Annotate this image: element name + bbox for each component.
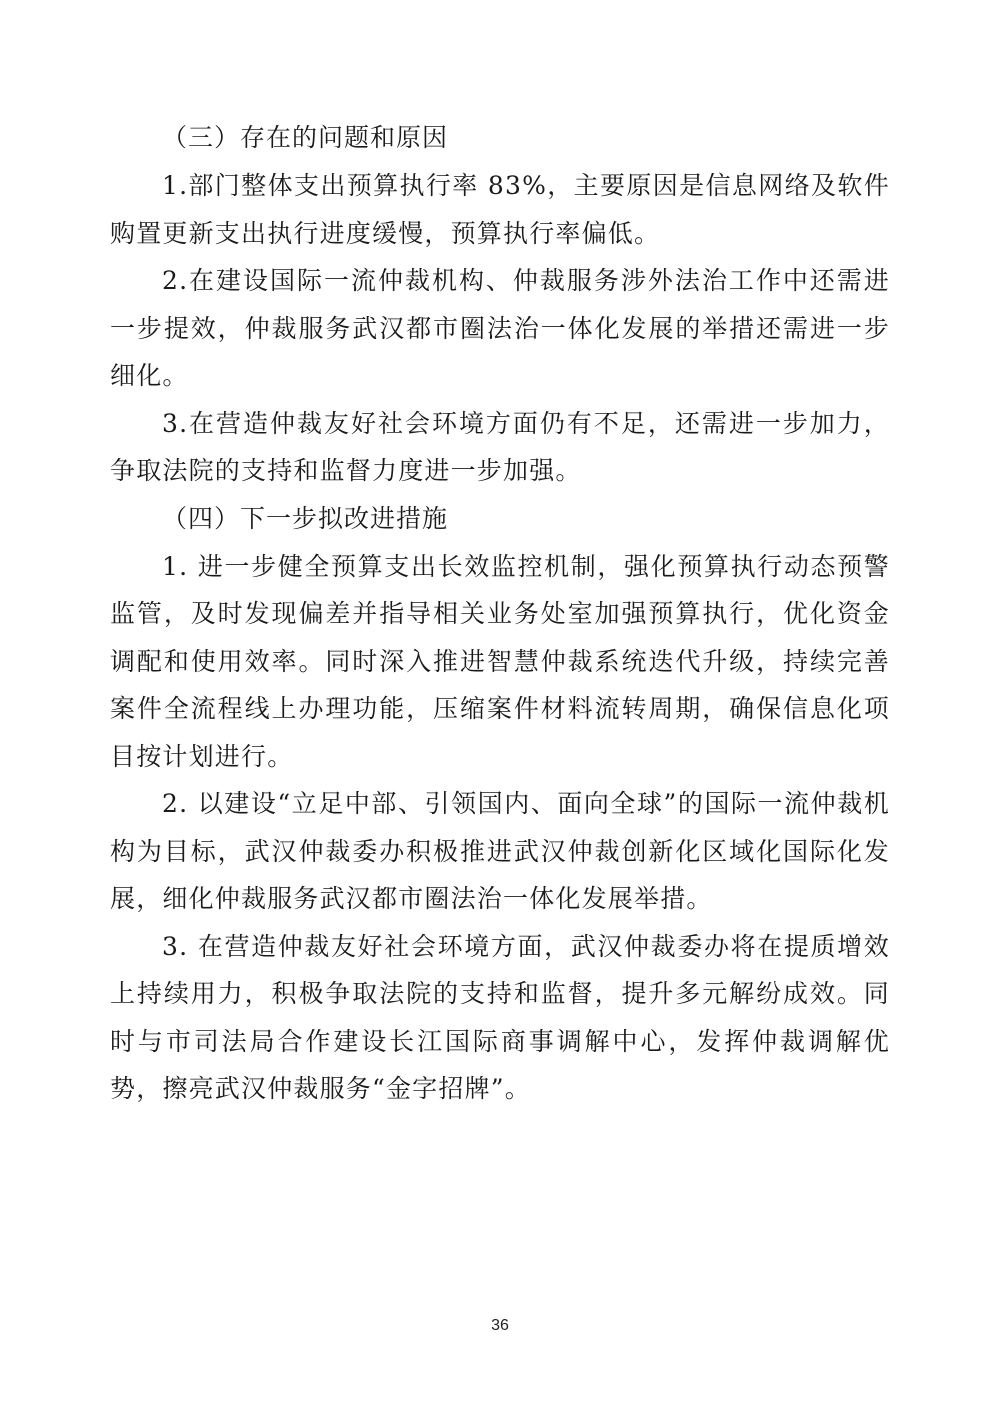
improvement-item-2: 2. 以建设“立足中部、引领国内、面向全球”的国际一流仲裁机构为目标，武汉仲裁委办积极推进武汉仲裁创新化区域化国际化发展，细化仲裁服务武汉都市圈法治一体化发展举措。 [110, 789, 890, 913]
section-heading-improvements: （四）下一步拟改进措施 [162, 503, 449, 533]
document-body [110, 114, 890, 1113]
improvement-item-1: 1. 进一步健全预算支出长效监控机制，强化预算执行动态预警监管，及时发现偏差并指导相关业务处室加强预算执行，优化资金调配和使用效率。同时深入推进智慧仲裁系统迭代升级，持续完善案件全流程线上办理功能，压缩案件材料流转周期，确保信息化项目按计划进行。 [110, 551, 890, 771]
section-heading-problems: （三）存在的问题和原因 [162, 123, 449, 152]
problem-item-3: 3.在营造仲裁友好社会环境方面仍有不足，还需进一步加力，争取法院的支持和监督力度进一步加强。 [110, 408, 890, 485]
page-number: 36 [491, 1317, 509, 1334]
problem-item-2: 2.在建设国际一流仲裁机构、仲裁服务涉外法治工作中还需进一步提效，仲裁服务武汉都市圈法治一体化发展的举措还需进一步细化。 [110, 266, 890, 390]
problem-item-1: 1.部门整体支出预算执行率 83%，主要原因是信息网络及软件购置更新支出执行进度缓慢，预算执行率偏低。 [110, 171, 890, 248]
improvement-item-3: 3. 在营造仲裁友好社会环境方面，武汉仲裁委办将在提质增效上持续用力，积极争取法院的支持和监督，提升多元解纷成效。同时与市司法局合作建设长江国际商事调解中心，发挥仲裁调解优势，擦亮武汉仲裁服务“金字招牌”。 [110, 931, 890, 1103]
